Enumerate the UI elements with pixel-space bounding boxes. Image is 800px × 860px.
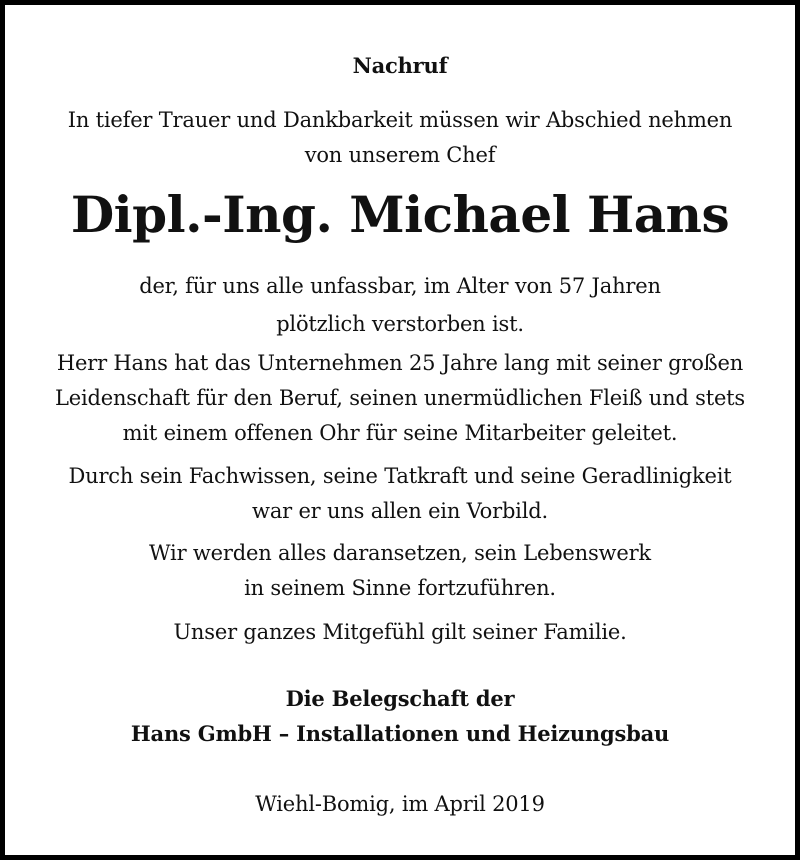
role-model-line-2: war er uns allen ein Vorbild. [252, 499, 548, 523]
sympathy-line: Unser ganzes Mitgefühl gilt seiner Familie. [173, 620, 627, 644]
place-date: Wiehl-Bomig, im April 2019 [255, 792, 545, 816]
notice-heading: Nachruf [352, 53, 448, 78]
intro-line-1: In tiefer Trauer und Dankbarkeit müssen wir Abschied nehmen [67, 108, 733, 132]
death-line-2: plötzlich verstorben ist. [276, 312, 524, 336]
death-line-1: der, für uns alle unfassbar, im Alter von 57 Jahren [139, 274, 661, 298]
intro-line-2: von unserem Chef [304, 143, 496, 167]
signature-line-2: Hans GmbH – Installationen und Heizungsbau [130, 721, 670, 746]
legacy-line-1: Wir werden alles daransetzen, sein Lebenswerk [149, 541, 651, 565]
deceased-name: Dipl.-Ing. Michael Hans [70, 185, 730, 244]
tribute-line-3: mit einem offenen Ohr für seine Mitarbeiter geleitet. [122, 421, 678, 445]
legacy-line-2: in seinem Sinne fortzuführen. [244, 576, 556, 600]
signature-line-1: Die Belegschaft der [285, 686, 515, 711]
tribute-line-1: Herr Hans hat das Unternehmen 25 Jahre lang mit seiner großen [56, 351, 744, 375]
role-model-line-1: Durch sein Fachwissen, seine Tatkraft und seine Geradlinigkeit [68, 464, 732, 488]
tribute-line-2: Leidenschaft für den Beruf, seinen unermüdlichen Fleiß und stets [54, 386, 745, 410]
